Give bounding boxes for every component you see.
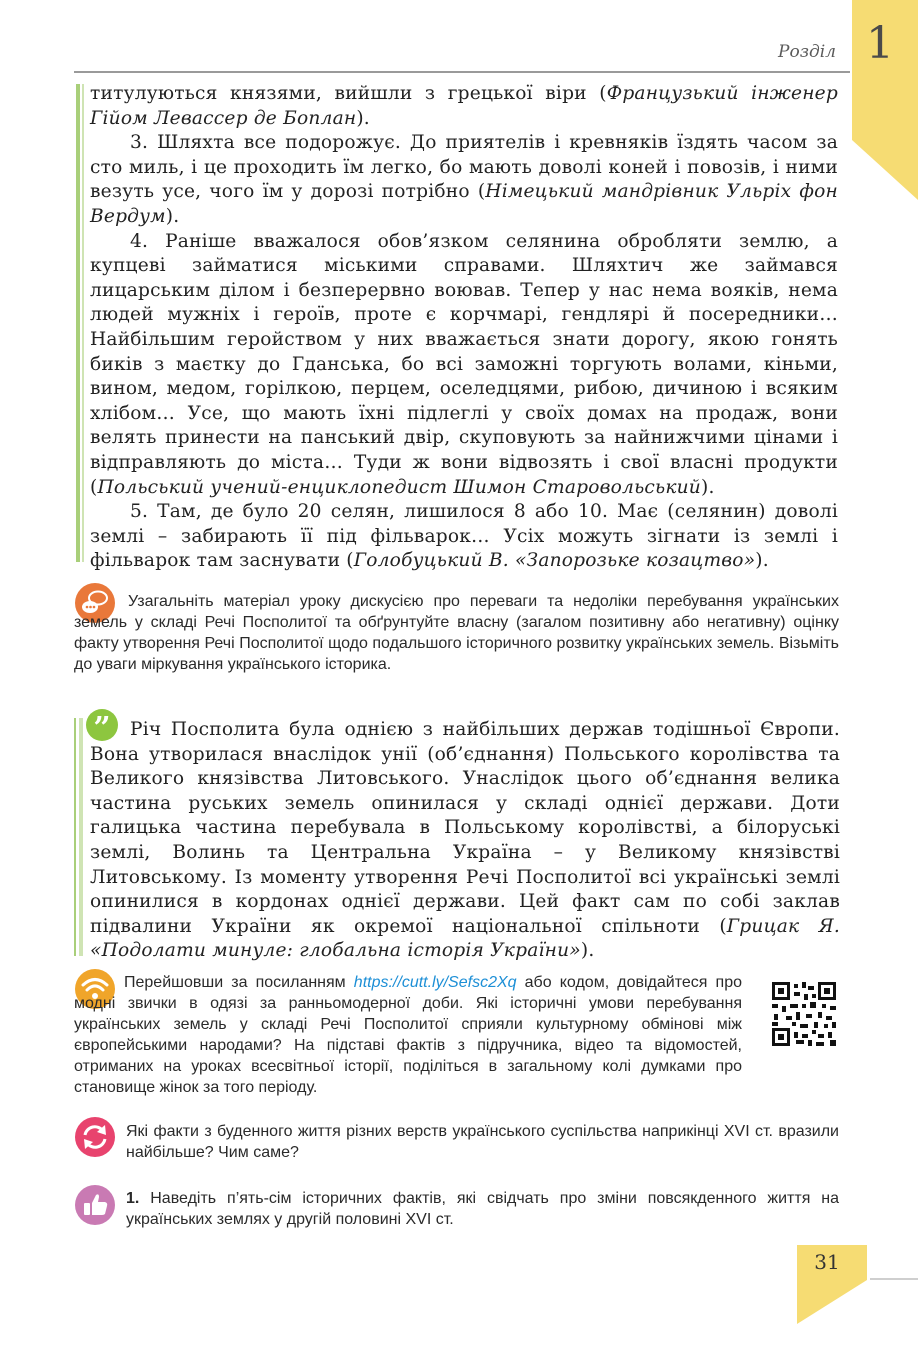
historian-quote: Річ Посполита була однією з найбільших держав тодішньої Європи. Вона утворилася внаслідок унії (об’єднання) Польського королівства та Великого князівства Литовського. Унаслідок цього об’єднання велика частина руських земель опинилася у складі однієї держави. Доти галицька частина перебувала в Польському королівстві, а білоруські землі, Волинь та Центральна Україна – у Великому князівстві Литовському. Із моменту утворення Речі Посполитої всі українські землі опинилися в кордонах однієї держави. Цей факт сам по собі заклав підвалини України як окремої національної спільноти (Грицак Я. «Подолати минуле: глобальна історія України»). — [90, 719, 840, 962]
online-task: Перейшовши за посиланням https://cutt.ly/Sefsc2Xq або кодом, довідайтеся про модні звички в одязі за ранньомодерної доби. Які історичні умови перебування українських земель у складі Речі Посполитої сприяли культурному обмінові між європейськими народами? На підставі фактів з підручника, відео та відомостей, отриманих на уроках всесвітньої історії, поділіться в загальному колі думками про становище жінок за того періоду. — [74, 974, 743, 1096]
quote-author: Грицак Я. «Подолати минуле: глобальна історія України» — [90, 915, 840, 962]
refresh-icon — [74, 1116, 116, 1158]
reflection-task: Які факти з буденного життя різних верств українського суспільства наприкінці XVI ст. вразили найбільше? Чим саме? — [126, 1123, 839, 1161]
source-paragraph-3: 3. Шляхта все подорожує. До приятелів і кревняків їздять часом за сто миль, і це проходить їм легко, бо мають доволі коней і повозів, і ними везуть усе, чого їм у дорозі потрібно (Німецький мандрівник Ульріх фон Вердум). — [90, 132, 838, 227]
source-author: Голобуцький В. «Запорозьке козацтво» — [353, 550, 756, 572]
svg-text:”: ” — [93, 711, 111, 746]
task-number: 1. — [126, 1190, 140, 1207]
source-author: Французький інженер Гійом Левассер де Боплан — [90, 83, 838, 129]
page-number: 31 — [814, 1250, 840, 1274]
footer-rule — [870, 1278, 918, 1280]
section-label: Розділ — [778, 42, 836, 62]
page-number-tab — [797, 1280, 867, 1324]
assessment-task: 1. Наведіть п’ять-сім історичних фактів, які свідчать про зміни повсякденного життя на українських землях у другій половині XVI ст. — [126, 1190, 839, 1228]
thumbs-up-icon — [74, 1184, 116, 1226]
qr-code[interactable] — [772, 982, 836, 1046]
source-marker-bar-light — [82, 84, 84, 562]
discussion-task: Узагальніть матеріал уроку дискусією про переваги та недоліки перебування українських земель у складі Речі Посполитої та обґрунтуйте власну (загалом позитивну або негативну) оцінку факту утворення Речі Посполитої щодо подальшого історичного розвитку українських земель. Візьміть до уваги міркування українського історика. — [74, 593, 839, 673]
source-author: Польський учений-енциклопедист Шимон Старовольський — [97, 476, 701, 498]
source-author: Німецький мандрівник Ульріх фон Вердум — [90, 181, 838, 227]
source-excerpts — [90, 82, 838, 574]
resource-link[interactable]: https://cutt.ly/Sefsc2Xq — [353, 974, 517, 991]
source-marker-bar — [76, 84, 80, 562]
chapter-number: 1 — [866, 18, 894, 69]
header-rule — [74, 71, 850, 73]
source-paragraph-5: 5. Там, де було 20 селян, лишилося 8 або 10. Має (селянин) доволі землі – забирають її під фільварок… Усіх можуть зігнати із землі і фільварок там заснувати (Голобуцький В. «Запорозьке козацтво»). — [90, 501, 838, 572]
source-paragraph-4: 4. Раніше вважалося обов’язком селянина обробляти землю, а купцеві займатися міськими справами. Шляхтич же займався лицарським ділом і безперервно воював. Тепер у нас нема вояків, нема людей мужніх і героїв, проте є корчмарі, гендлярі й посередники… Найбільшим геройством у них вважається знати дорогу, якою гонять биків з маєтку до Гданська, бо всі заможні торгують волами, кіньми, вином, медом, горілкою, перцем, оселедцями, рибою, дичиною і всяким хлібом… Усе, що мають їхні підлеглі у своїх домах на продаж, вони велять принести на панський двір, скуповують за найнижчими цінами і відправляють до міста… Туди ж вони відвозять і свої власні продукти (Польський учений-енциклопедист Шимон Старовольський). — [90, 230, 838, 498]
source-paragraph-2-end: титулуються князями, вийшли з грецької віри (Французький інженер Гійом Левассер де Боплан). — [90, 83, 838, 129]
